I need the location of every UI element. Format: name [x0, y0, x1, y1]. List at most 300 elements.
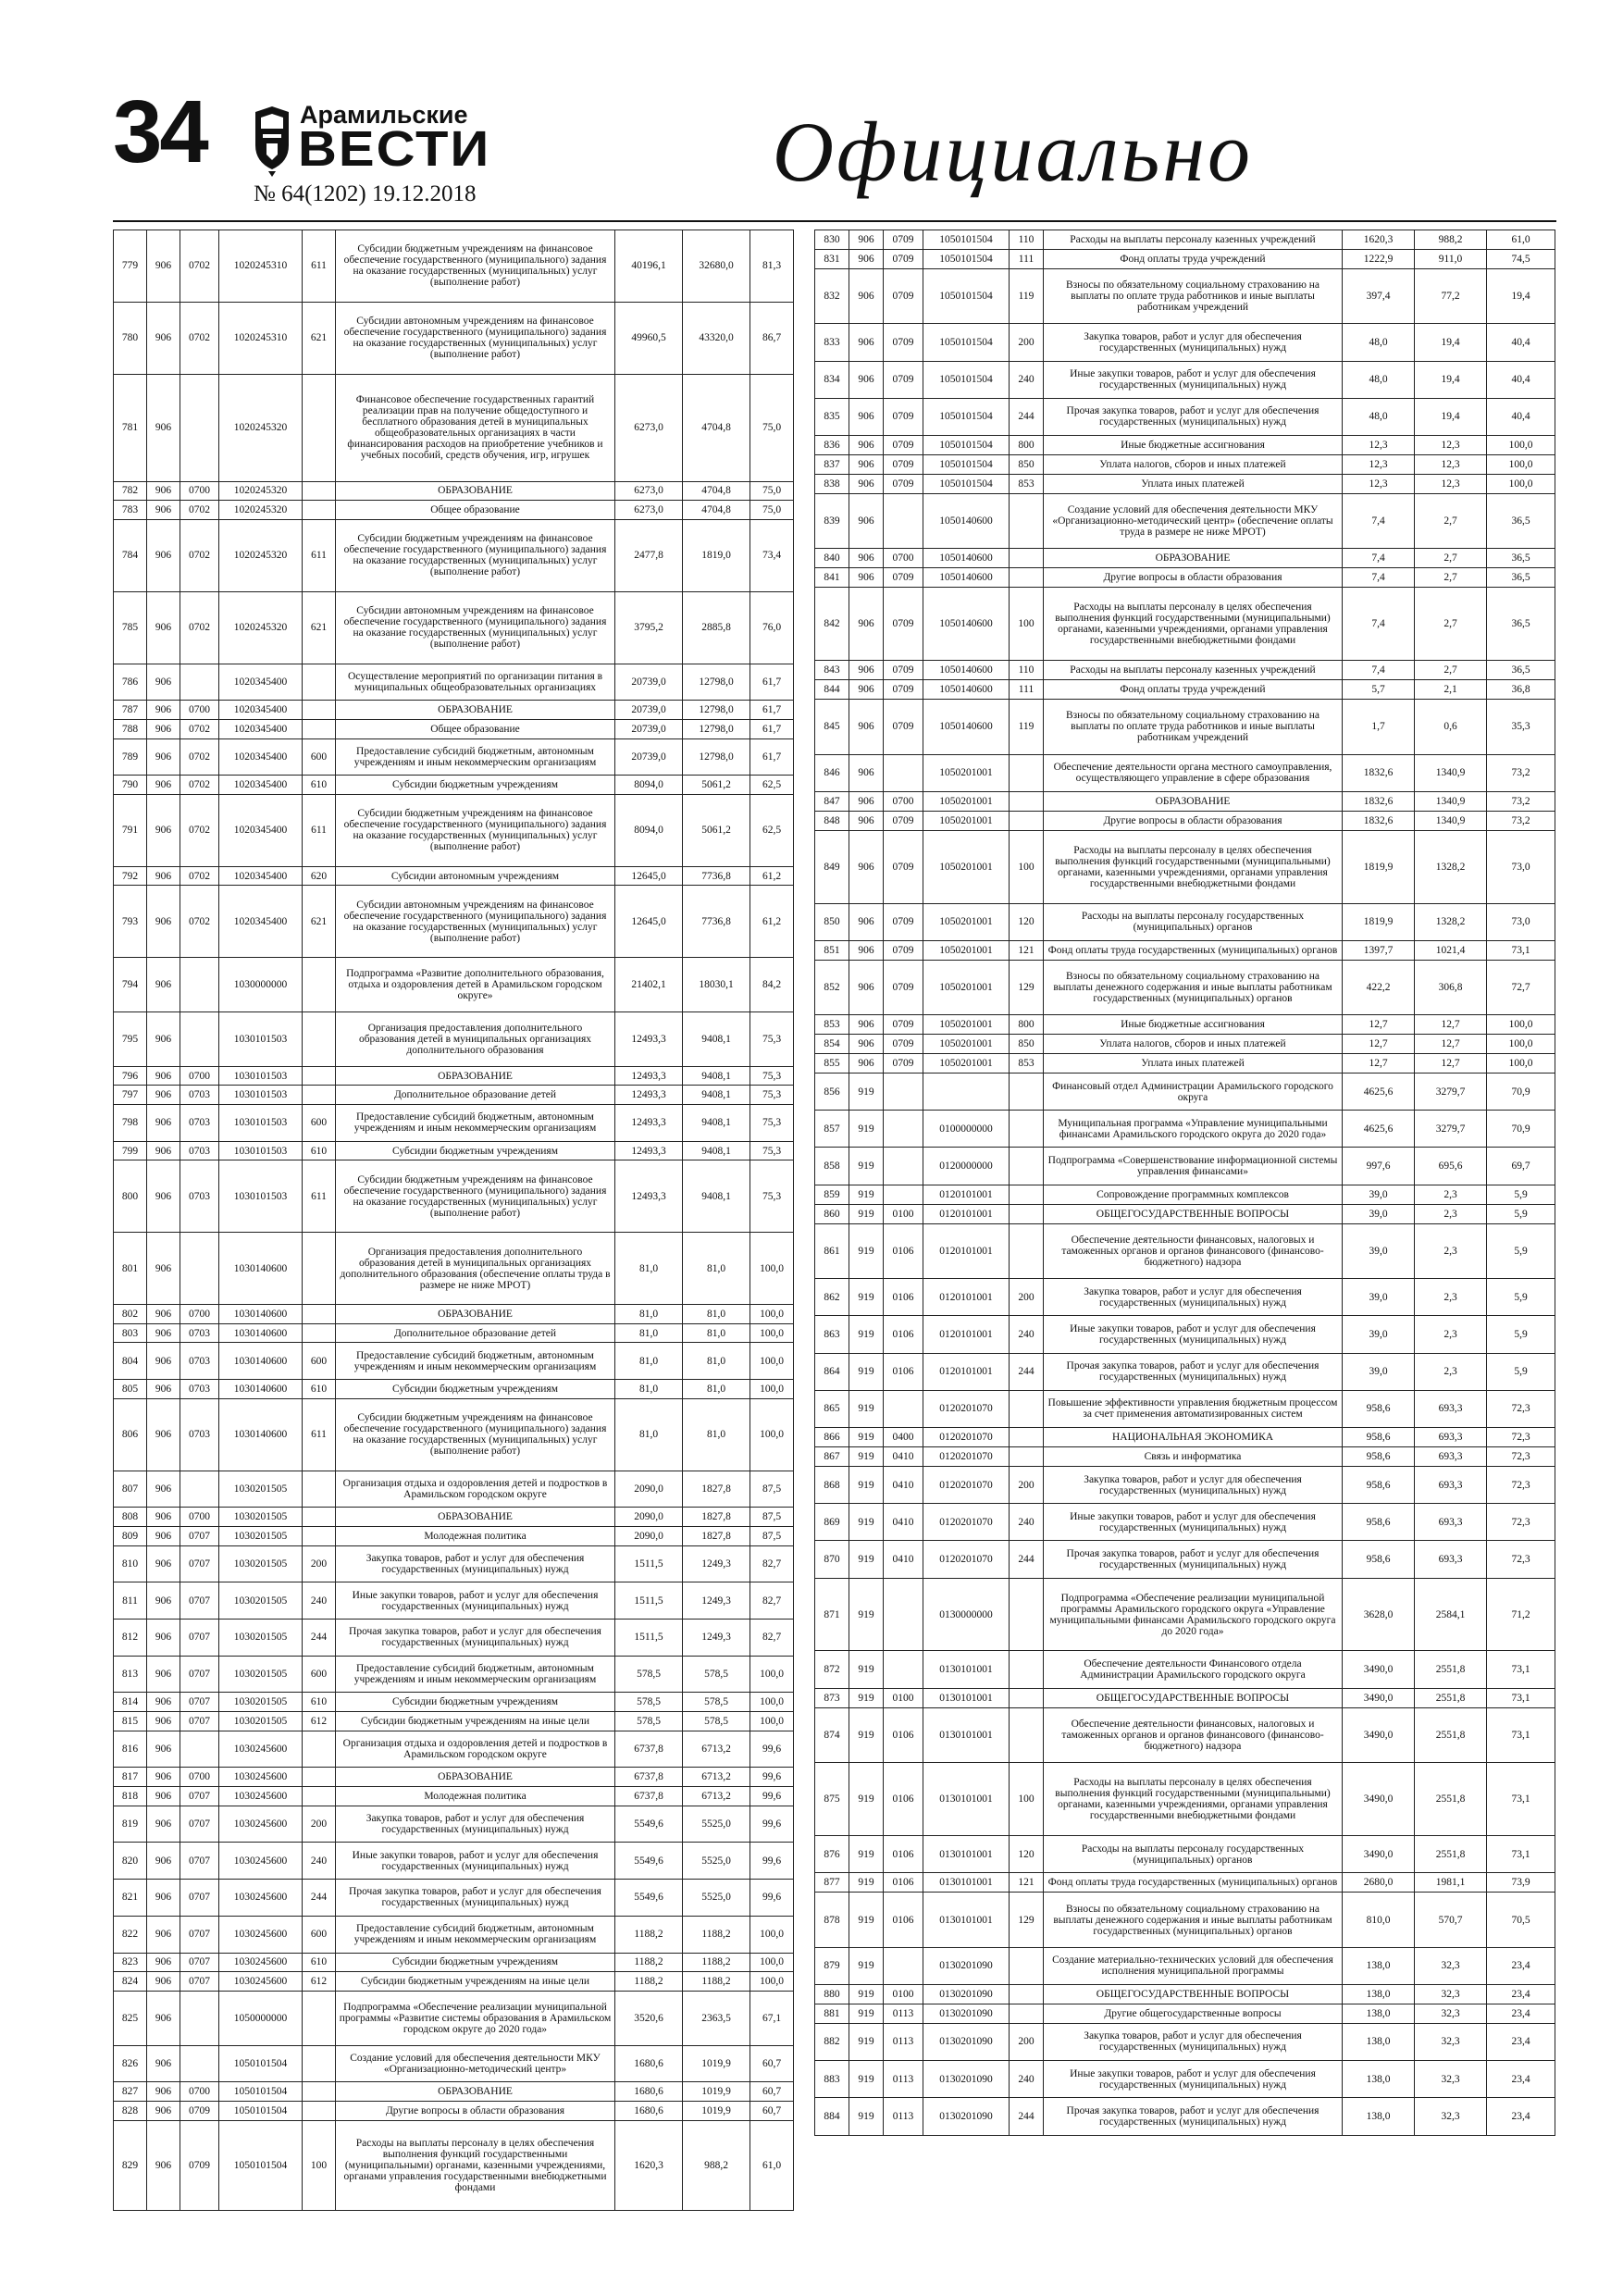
executed-amount: 2,1	[1415, 680, 1487, 700]
table-row	[114, 1105, 794, 1142]
section-code	[180, 1731, 219, 1768]
target-article-code: 1020245320	[219, 501, 303, 520]
item-name: Субсидии бюджетным учреждениям на финансовое обеспечение государственного (муниципального) задания на оказание государственных (муниципальных) услуг (выполнение работ)	[336, 1160, 615, 1233]
execution-percent: 99,6	[750, 1806, 794, 1843]
execution-percent: 100,0	[750, 1953, 794, 1972]
target-article-code: 0120201070	[923, 1466, 1010, 1503]
execution-percent: 99,6	[750, 1768, 794, 1787]
item-name: Прочая закупка товаров, работ и услуг для обеспечения государственных (муниципальных) нужд	[1044, 398, 1343, 435]
section-code: 0106	[884, 1893, 923, 1948]
row-number: 780	[114, 302, 147, 374]
executed-amount: 1340,9	[1415, 791, 1487, 811]
execution-percent: 69,7	[1487, 1148, 1555, 1185]
row-number: 837	[815, 455, 849, 475]
executed-amount: 1019,9	[683, 2045, 750, 2082]
item-name: Создание материально-технических условий для обеспечения исполнения муниципальной программы	[1044, 1947, 1343, 1984]
expense-type-code: 120	[1010, 903, 1044, 940]
planned-amount: 81,0	[615, 1398, 683, 1471]
item-name: Субсидии бюджетным учреждениям на иные цели	[336, 1972, 615, 1992]
table-body-left	[114, 230, 794, 2211]
item-name: Предоставление субсидий бюджетным, автономным учреждениям и иным некоммерческим организациям	[336, 1916, 615, 1953]
executed-amount: 2551,8	[1415, 1707, 1487, 1763]
expense-type-code: 853	[1010, 474, 1044, 493]
expense-type-code	[303, 1731, 336, 1768]
item-name: Иные закупки товаров, работ и услуг для обеспечения государственных (муниципальных) нужд	[1044, 361, 1343, 398]
execution-percent: 84,2	[750, 958, 794, 1012]
target-article-code: 1050201001	[923, 754, 1010, 791]
execution-percent: 100,0	[750, 1380, 794, 1399]
target-article-code: 1030101503	[219, 1012, 303, 1067]
row-number: 873	[815, 1688, 849, 1707]
target-article-code: 1030245600	[219, 1843, 303, 1880]
planned-amount: 12645,0	[615, 886, 683, 958]
department-code: 906	[147, 1380, 180, 1399]
table-row	[114, 1620, 794, 1657]
row-number: 857	[815, 1111, 849, 1148]
target-article-code: 1050201001	[923, 1054, 1010, 1074]
target-article-code: 1030140600	[219, 1380, 303, 1399]
table-row	[815, 493, 1555, 549]
section-code: 0700	[180, 2082, 219, 2102]
expense-type-code	[303, 1086, 336, 1105]
table-row	[114, 1398, 794, 1471]
department-code: 906	[849, 474, 884, 493]
section-code	[884, 1651, 923, 1688]
target-article-code: 0130000000	[923, 1578, 1010, 1651]
department-code: 906	[849, 1035, 884, 1054]
department-code: 906	[849, 455, 884, 475]
table-row	[815, 791, 1555, 811]
planned-amount: 12493,3	[615, 1105, 683, 1142]
item-name: Дополнительное образование детей	[336, 1323, 615, 1343]
row-number: 821	[114, 1880, 147, 1917]
item-name: Субсидии бюджетным учреждениям на финансовое обеспечение государственного (муниципального) задания на оказание государственных (муниципальных) услуг (выполнение работ)	[336, 519, 615, 591]
executed-amount: 1188,2	[683, 1916, 750, 1953]
execution-percent: 100,0	[750, 1656, 794, 1693]
target-article-code	[923, 1074, 1010, 1111]
item-name: Субсидии бюджетным учреждениям	[336, 1380, 615, 1399]
row-number: 848	[815, 811, 849, 830]
section-code: 0709	[884, 268, 923, 324]
section-code: 0702	[180, 886, 219, 958]
row-number: 831	[815, 249, 849, 268]
item-name: Другие вопросы в области образования	[336, 2101, 615, 2120]
row-number: 808	[114, 1508, 147, 1527]
department-code: 906	[147, 1768, 180, 1787]
table-row	[114, 1972, 794, 1992]
item-name: Предоставление субсидий бюджетным, автономным учреждениям и иным некоммерческим организациям	[336, 738, 615, 776]
execution-percent: 100,0	[1487, 455, 1555, 475]
table-row	[114, 719, 794, 738]
table-row	[815, 1985, 1555, 2004]
executed-amount: 0,6	[1415, 700, 1487, 755]
table-row	[815, 455, 1555, 475]
table-row	[114, 501, 794, 520]
row-number: 880	[815, 1985, 849, 2004]
planned-amount: 20739,0	[615, 719, 683, 738]
table-row	[815, 1204, 1555, 1223]
executed-amount: 2363,5	[683, 1991, 750, 2045]
expense-type-code	[1010, 1111, 1044, 1148]
item-name: ОБРАЗОВАНИЕ	[336, 1768, 615, 1787]
section-code: 0702	[180, 519, 219, 591]
row-number: 809	[114, 1526, 147, 1545]
row-number: 783	[114, 501, 147, 520]
target-article-code: 1050201001	[923, 791, 1010, 811]
section-code	[884, 1111, 923, 1148]
execution-percent: 35,3	[1487, 700, 1555, 755]
target-article-code: 1020245320	[219, 519, 303, 591]
table-row	[815, 249, 1555, 268]
department-code: 906	[849, 268, 884, 324]
target-article-code: 1020345400	[219, 886, 303, 958]
table-row	[114, 2045, 794, 2082]
item-name: Подпрограмма «Обеспечение реализации муниципальной программы Арамильского городского округа «Управление муниципальными финансами Арамильского городского округа до 2020 года»	[1044, 1578, 1343, 1651]
planned-amount: 138,0	[1343, 2061, 1415, 2098]
section-code: 0702	[180, 302, 219, 374]
executed-amount: 578,5	[683, 1656, 750, 1693]
expense-type-code: 850	[1010, 1035, 1044, 1054]
row-number: 784	[114, 519, 147, 591]
table-row	[815, 1390, 1555, 1427]
target-article-code: 1030140600	[219, 1233, 303, 1305]
expense-type-code: 200	[303, 1545, 336, 1582]
execution-percent: 36,5	[1487, 549, 1555, 568]
executed-amount: 2551,8	[1415, 1763, 1487, 1836]
department-code: 906	[147, 1880, 180, 1917]
planned-amount: 1620,3	[1343, 230, 1415, 250]
item-name: Взносы по обязательному социальному страхованию на выплаты по оплате труда работников и иные выплаты работникам учреждений	[1044, 268, 1343, 324]
target-article-code: 1050101504	[923, 436, 1010, 455]
row-number: 866	[815, 1428, 849, 1447]
planned-amount: 48,0	[1343, 398, 1415, 435]
execution-percent: 73,1	[1487, 1707, 1555, 1763]
target-article-code: 0120101001	[923, 1185, 1010, 1204]
section-code: 0707	[180, 1582, 219, 1620]
section-code: 0707	[180, 1693, 219, 1712]
execution-percent: 19,4	[1487, 268, 1555, 324]
expense-type-code: 111	[1010, 680, 1044, 700]
table-row	[114, 1545, 794, 1582]
item-name: Уплата налогов, сборов и иных платежей	[1044, 455, 1343, 475]
execution-percent: 60,7	[750, 2045, 794, 2082]
table-row	[114, 1012, 794, 1067]
planned-amount: 39,0	[1343, 1279, 1415, 1316]
expense-type-code: 110	[1010, 230, 1044, 250]
department-code: 919	[849, 1428, 884, 1447]
target-article-code: 1050101504	[923, 361, 1010, 398]
department-code: 906	[849, 230, 884, 250]
item-name: Создание условий для обеспечения деятельности МКУ «Организационно-методический центр» (обеспечение оплаты труда в размере не ниже МРОТ)	[1044, 493, 1343, 549]
section-code: 0700	[180, 1305, 219, 1324]
department-code: 906	[147, 958, 180, 1012]
expense-type-code: 240	[303, 1843, 336, 1880]
department-code: 906	[849, 940, 884, 960]
target-article-code: 1050201001	[923, 940, 1010, 960]
item-name: Уплата налогов, сборов и иных платежей	[1044, 1035, 1343, 1054]
planned-amount: 1511,5	[615, 1620, 683, 1657]
expense-type-code	[303, 1526, 336, 1545]
budget-table-right	[814, 230, 1555, 2136]
target-article-code: 1020345400	[219, 701, 303, 720]
item-name: Обеспечение деятельности Финансового отдела Администрации Арамильского городского округа	[1044, 1651, 1343, 1688]
department-code: 906	[849, 398, 884, 435]
target-article-code: 1030201505	[219, 1620, 303, 1657]
section-code: 0709	[884, 249, 923, 268]
table-row	[114, 1843, 794, 1880]
table-row	[815, 811, 1555, 830]
table-row	[114, 374, 794, 481]
target-article-code: 1030201505	[219, 1545, 303, 1582]
section-code: 0113	[884, 2061, 923, 2098]
target-article-code: 1050140600	[923, 588, 1010, 661]
row-number: 859	[815, 1185, 849, 1204]
department-code: 919	[849, 1873, 884, 1893]
target-article-code: 1030101503	[219, 1141, 303, 1160]
executed-amount: 1249,3	[683, 1620, 750, 1657]
expense-type-code: 110	[1010, 661, 1044, 680]
executed-amount: 1819,0	[683, 519, 750, 591]
section-code	[884, 1390, 923, 1427]
department-code: 919	[849, 1204, 884, 1223]
department-code: 906	[147, 1582, 180, 1620]
executed-amount: 43320,0	[683, 302, 750, 374]
planned-amount: 5549,6	[615, 1843, 683, 1880]
item-name: Связь и информатика	[1044, 1446, 1343, 1466]
target-article-code: 1030140600	[219, 1343, 303, 1380]
target-article-code: 0130201090	[923, 1985, 1010, 2004]
row-number: 813	[114, 1656, 147, 1693]
row-number: 850	[815, 903, 849, 940]
section-code: 0707	[180, 1526, 219, 1545]
section-code: 0709	[884, 324, 923, 361]
executed-amount: 32,3	[1415, 1947, 1487, 1984]
execution-percent: 99,6	[750, 1843, 794, 1880]
table-row	[815, 1651, 1555, 1688]
row-number: 833	[815, 324, 849, 361]
planned-amount: 12493,3	[615, 1012, 683, 1067]
planned-amount: 2090,0	[615, 1508, 683, 1527]
planned-amount: 12,3	[1343, 436, 1415, 455]
section-code	[180, 1471, 219, 1508]
planned-amount: 7,4	[1343, 493, 1415, 549]
item-name: Общее образование	[336, 719, 615, 738]
department-code: 906	[147, 1806, 180, 1843]
planned-amount: 958,6	[1343, 1446, 1415, 1466]
item-name: Закупка товаров, работ и услуг для обеспечения государственных (муниципальных) нужд	[1044, 2023, 1343, 2060]
item-name: Обеспечение деятельности органа местного самоуправления, осуществляющего управление в сфере образования	[1044, 754, 1343, 791]
planned-amount: 138,0	[1343, 2004, 1415, 2023]
executed-amount: 32680,0	[683, 230, 750, 303]
planned-amount: 6737,8	[615, 1768, 683, 1787]
table-row	[815, 1428, 1555, 1447]
target-article-code: 1030245600	[219, 1787, 303, 1806]
planned-amount: 39,0	[1343, 1185, 1415, 1204]
execution-percent: 100,0	[750, 1233, 794, 1305]
target-article-code: 0130201090	[923, 2004, 1010, 2023]
expense-type-code	[303, 1012, 336, 1067]
item-name: Общее образование	[336, 501, 615, 520]
department-code: 919	[849, 1353, 884, 1390]
department-code: 919	[849, 1390, 884, 1427]
item-name: Организация предоставления дополнительного образования детей в муниципальных организациях дополнительного образования	[336, 1012, 615, 1067]
item-name: Прочая закупка товаров, работ и услуг для обеспечения государственных (муниципальных) нужд	[1044, 2098, 1343, 2136]
item-name: Расходы на выплаты персоналу в целях обеспечения выполнения функций государственными (муниципальными) органами, казенными учреждениями, органами управления государственными внебюджетными фондами	[1044, 830, 1343, 903]
planned-amount: 5549,6	[615, 1806, 683, 1843]
planned-amount: 3490,0	[1343, 1763, 1415, 1836]
row-number: 862	[815, 1279, 849, 1316]
table-row	[815, 568, 1555, 588]
expense-type-code: 200	[1010, 324, 1044, 361]
row-number: 838	[815, 474, 849, 493]
department-code: 919	[849, 1446, 884, 1466]
section-code: 0709	[884, 960, 923, 1015]
execution-percent: 61,0	[1487, 230, 1555, 250]
row-number: 882	[815, 2023, 849, 2060]
execution-percent: 100,0	[1487, 1035, 1555, 1054]
executed-amount: 2,3	[1415, 1279, 1487, 1316]
target-article-code: 0120000000	[923, 1148, 1010, 1185]
planned-amount: 1397,7	[1343, 940, 1415, 960]
expense-type-code: 244	[303, 1880, 336, 1917]
expense-type-code: 121	[1010, 940, 1044, 960]
expense-type-code: 119	[1010, 700, 1044, 755]
item-name: Субсидии бюджетным учреждениям на финансовое обеспечение государственного (муниципального) задания на оказание государственных (муниципальных) услуг (выполнение работ)	[336, 794, 615, 866]
department-code: 906	[147, 2045, 180, 2082]
table-row	[114, 1323, 794, 1343]
section-code: 0709	[884, 1054, 923, 1074]
planned-amount: 12,3	[1343, 455, 1415, 475]
expense-type-code: 800	[1010, 1015, 1044, 1035]
item-name: Расходы на выплаты персоналу государственных (муниципальных) органов	[1044, 903, 1343, 940]
target-article-code: 1050101504	[923, 474, 1010, 493]
execution-percent: 100,0	[750, 1972, 794, 1992]
executed-amount: 2,3	[1415, 1204, 1487, 1223]
executed-amount: 6713,2	[683, 1731, 750, 1768]
row-number: 830	[815, 230, 849, 250]
row-number: 839	[815, 493, 849, 549]
row-number: 779	[114, 230, 147, 303]
item-name: Фонд оплаты труда учреждений	[1044, 680, 1343, 700]
table-row	[815, 1504, 1555, 1541]
item-name: ОБРАЗОВАНИЕ	[1044, 549, 1343, 568]
row-number: 853	[815, 1015, 849, 1035]
section-code	[884, 1947, 923, 1984]
target-article-code: 0120201070	[923, 1446, 1010, 1466]
target-article-code: 1030201505	[219, 1656, 303, 1693]
section-code: 0113	[884, 2098, 923, 2136]
executed-amount: 12,7	[1415, 1015, 1487, 1035]
planned-amount: 1832,6	[1343, 811, 1415, 830]
execution-percent: 73,2	[1487, 791, 1555, 811]
section-code	[180, 374, 219, 481]
section-code: 0702	[180, 794, 219, 866]
row-number: 872	[815, 1651, 849, 1688]
section-code: 0106	[884, 1763, 923, 1836]
section-code: 0703	[180, 1105, 219, 1142]
executed-amount: 7736,8	[683, 866, 750, 886]
expense-type-code	[1010, 1688, 1044, 1707]
item-name: Уплата иных платежей	[1044, 474, 1343, 493]
row-number: 884	[815, 2098, 849, 2136]
department-code: 906	[849, 661, 884, 680]
item-name: ОБРАЗОВАНИЕ	[336, 2082, 615, 2102]
planned-amount: 5,7	[1343, 680, 1415, 700]
target-article-code: 0130101001	[923, 1707, 1010, 1763]
executed-amount: 9408,1	[683, 1012, 750, 1067]
executed-amount: 2,3	[1415, 1353, 1487, 1390]
section-code: 0709	[884, 436, 923, 455]
executed-amount: 9408,1	[683, 1160, 750, 1233]
expense-type-code: 100	[1010, 1763, 1044, 1836]
table-row	[114, 1806, 794, 1843]
department-code: 919	[849, 1466, 884, 1503]
section-code: 0100	[884, 1688, 923, 1707]
table-row	[114, 2120, 794, 2210]
table-row	[114, 1526, 794, 1545]
table-row	[815, 2023, 1555, 2060]
target-article-code: 1050201001	[923, 903, 1010, 940]
execution-percent: 100,0	[750, 1712, 794, 1731]
expense-type-code	[303, 481, 336, 501]
target-article-code: 1030140600	[219, 1398, 303, 1471]
expense-type-code	[1010, 1204, 1044, 1223]
section-code: 0707	[180, 1843, 219, 1880]
item-name: Фонд оплаты труда учреждений	[1044, 249, 1343, 268]
execution-percent: 72,7	[1487, 960, 1555, 1015]
table-row	[815, 1707, 1555, 1763]
planned-amount: 997,6	[1343, 1148, 1415, 1185]
row-number: 834	[815, 361, 849, 398]
executed-amount: 12798,0	[683, 664, 750, 701]
page-header	[0, 0, 1623, 222]
target-article-code: 1030201505	[219, 1526, 303, 1545]
execution-percent: 100,0	[750, 1343, 794, 1380]
execution-percent: 100,0	[1487, 474, 1555, 493]
section-code: 0106	[884, 1279, 923, 1316]
item-name: Взносы по обязательному социальному страхованию на выплаты по оплате труда работников и иные выплаты работникам учреждений	[1044, 700, 1343, 755]
execution-percent: 23,4	[1487, 2061, 1555, 2098]
row-number: 878	[815, 1893, 849, 1948]
target-article-code: 0120101001	[923, 1353, 1010, 1390]
item-name: Субсидии бюджетным учреждениям на финансовое обеспечение государственного (муниципального) задания на оказание государственных (муниципальных) услуг (выполнение работ)	[336, 1398, 615, 1471]
row-number: 800	[114, 1160, 147, 1233]
planned-amount: 81,0	[615, 1305, 683, 1324]
row-number: 824	[114, 1972, 147, 1992]
table-row	[815, 268, 1555, 324]
table-row	[114, 230, 794, 303]
item-name: Другие общегосударственные вопросы	[1044, 2004, 1343, 2023]
execution-percent: 75,0	[750, 374, 794, 481]
department-code: 906	[849, 324, 884, 361]
row-number: 852	[815, 960, 849, 1015]
target-article-code: 1020245310	[219, 230, 303, 303]
table-row	[114, 1582, 794, 1620]
executed-amount: 7736,8	[683, 886, 750, 958]
section-code: 0700	[180, 1508, 219, 1527]
item-name: Закупка товаров, работ и услуг для обеспечения государственных (муниципальных) нужд	[336, 1806, 615, 1843]
expense-type-code: 200	[1010, 2023, 1044, 2060]
item-name: Уплата иных платежей	[1044, 1054, 1343, 1074]
expense-type-code	[303, 2082, 336, 2102]
row-number: 832	[815, 268, 849, 324]
planned-amount: 12493,3	[615, 1141, 683, 1160]
section-code: 0702	[180, 776, 219, 795]
expense-type-code: 240	[303, 1582, 336, 1620]
executed-amount: 6713,2	[683, 1768, 750, 1787]
department-code: 906	[147, 1991, 180, 2045]
expense-type-code: 240	[1010, 2061, 1044, 2098]
